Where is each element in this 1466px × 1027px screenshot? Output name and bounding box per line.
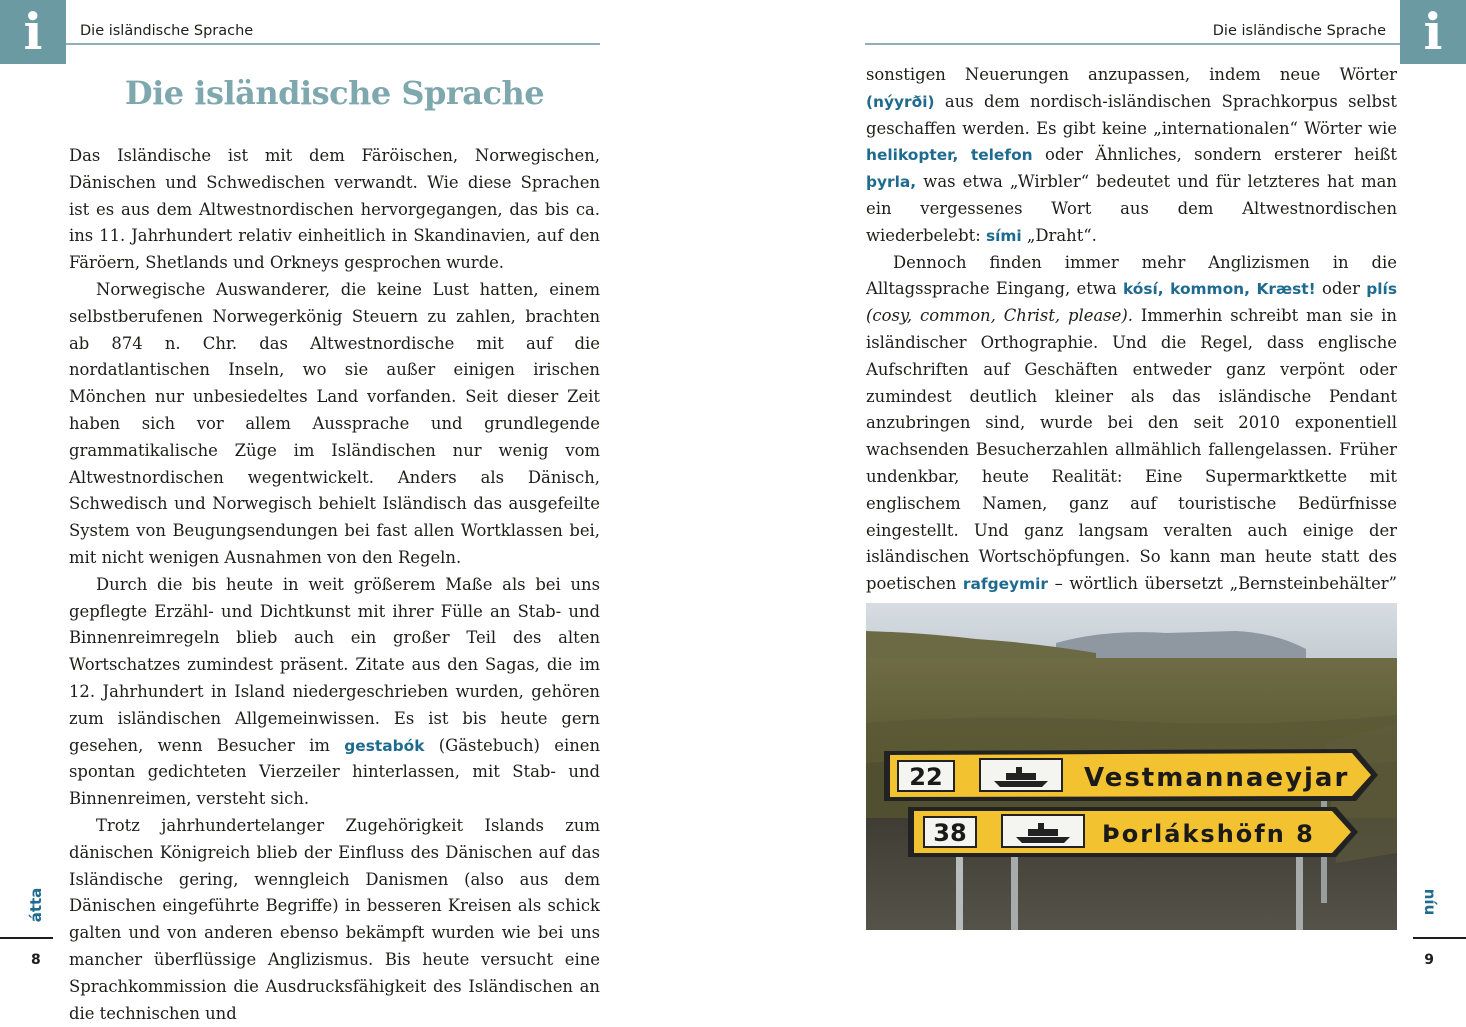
paragraph [69, 143, 600, 277]
right-page [733, 0, 1466, 1000]
sign2-destination: Þorlákshöfn 8 [1102, 820, 1315, 848]
margin-number-word-right: níu [1421, 888, 1439, 916]
margin-number-word-left: átta [27, 887, 45, 923]
text-run: aus dem nordisch-isländischen Sprachkorpus selbst geschaffen werden. Es gibt keine „internationalen“ Wörter wie [866, 91, 1397, 138]
paragraph [866, 250, 1397, 625]
paragraph [866, 62, 1397, 250]
italic-text: (cosy, common, Christ, please). [866, 306, 1133, 326]
paragraph [69, 813, 600, 1027]
icelandic-keyword: rafgeymir [962, 575, 1048, 594]
text-run: – wörtlich übersetzt „Bernsteinbehälter” [1054, 574, 1397, 594]
text-run: oder [1315, 279, 1367, 299]
text-run: was etwa „Wirbler“ bedeutet und für letzteres hat man ein vergessenes Wort aus dem Altwestnordischen wiederbelebt: [866, 172, 1397, 245]
footer-rule-right [1413, 937, 1466, 939]
info-icon: i [1400, 0, 1466, 64]
text-run: (Gästebuch) einen spontan gedichteten Vierzeiler hinterlassen, mit Stab- und Binnenreimen, versteht sich. [69, 735, 601, 809]
sign1-destination: Vestmannaeyjar [1084, 763, 1350, 793]
running-head-right: Die isländische Sprache [1212, 23, 1386, 39]
text-run: Das Isländische ist mit dem Färöischen, Norwegischen, Dänischen und Schwedischen verwandt. Wie diese Sprachen ist es aus dem Altwestnordischen hervorgegangen, das bis ca. ins 11. Jahrhundert relativ einheitlich in Skandinavien, auf den Färöern, Shetlands und Orkneys gesprochen wurde. [69, 146, 600, 273]
sign2-number: 38 [933, 819, 967, 847]
running-head-left: Die isländische Sprache [80, 23, 254, 39]
icelandic-keyword: kósí, kommon, Kræst! [1122, 280, 1316, 299]
footer-rule-left [0, 937, 53, 939]
icelandic-keyword: (nýyrði) [866, 92, 935, 111]
text-run: Trotz jahrhundertelanger Zugehörigkeit Islands zum dänischen Königreich blieb der Einfluss des Dänischen auf das Isländische gering, wenngleich Danismen (also aus dem Dänischen eingeführte Begriffe) in besseren Kreisen als schick galten und von anderen ebenso bekämpft wurden wie bei uns mancher überflüssige Anglizismus. Bis heute versucht eine Sprachkommission die Ausdrucksfähigkeit des Isländischen an die technischen und [69, 815, 600, 1023]
paragraph [69, 572, 600, 813]
icelandic-keyword: þyrla, [866, 173, 917, 192]
text-run: Immerhin schreibt man sie in isländischer Orthographie. Und die Regel, dass englische Aufschriften auf Geschäften entweder ganz verpönt oder zumindest deutlich kleiner als das isländische Pendant anzubringen sind, wurde bei den seit 2010 exponentiell wachsenden Besucherzahlen allmählich fallengelassen. Früher undenkbar, heute Realität: Eine Supermarktkette mit englischem Namen, ganz auf touristische Bedürfnisse eingestellt. Und ganz langsam veralten auch einige der isländischen Wortschöpfungen. So kann man heute statt des poetischen [866, 306, 1397, 594]
text-run: oder Ähnliches, sondern ersterer heißt [1032, 145, 1398, 165]
text-run: „Draht“. [1021, 225, 1097, 245]
text-run: Norwegische Auswanderer, die keine Lust hatten, einem selbstberufenen Norwegerkönig Steuern zu zahlen, brachten ab 874 n. Chr. das Altwestnordische mit auf die nordatlantischen Inseln, wo sie außer einigen irischen Mönchen nur unbesiedeltes Land vorfanden. Seit dieser Zeit haben sich vor allem Aussprache und grundlegende grammatikalische Züge im Isländischen nur wenig vom Altwestnordischen wegentwickelt. Anders als Dänisch, Schwedisch und Norwegisch behielt Isländisch das ausgefeilte System von Beugungsendungen bei fast allen Wortklassen bei, mit nicht wenigen Ausnahmen von den Regeln. [69, 279, 600, 567]
right-body-text [866, 62, 1397, 625]
icelandic-keyword: gestabók [344, 736, 425, 755]
page-number-right: 9 [1424, 952, 1434, 968]
paragraph [69, 277, 600, 572]
icelandic-keyword: helikopter, telefon [866, 146, 1033, 165]
page-number-left: 8 [31, 952, 41, 968]
chapter-title: Die isländische Sprache [124, 74, 545, 112]
left-body-text [69, 143, 600, 1027]
text-run: Durch die bis heute in weit größerem Maße als bei uns gepflegte Erzähl- und Dichtkunst mit ihrer Fülle an Stab- und Binnenreimregeln blieb auch ein großer Teil des alten Wortschatzes zumindest präsent. Zitate aus den Sagas, die im 12. Jahrhundert in Island niedergeschrieben wurden, gehören zum isländischen Allgemeinwissen. Es ist bis heute gern gesehen, wenn Besucher im [69, 574, 600, 755]
text-run: sonstigen Neuerungen anzupassen, indem neue Wörter [866, 65, 1397, 84]
text-run: Dennoch finden immer mehr Anglizismen in die Alltagssprache Eingang, etwa [866, 252, 1397, 299]
icelandic-keyword: plís [1366, 280, 1397, 299]
header-rule-right [865, 43, 1400, 45]
left-page [0, 0, 733, 1023]
header-rule-left [66, 43, 600, 45]
info-icon: i [0, 0, 66, 64]
icelandic-keyword: sími [985, 226, 1022, 245]
road-sign-photo [866, 603, 1397, 930]
sign1-number: 22 [909, 763, 943, 791]
